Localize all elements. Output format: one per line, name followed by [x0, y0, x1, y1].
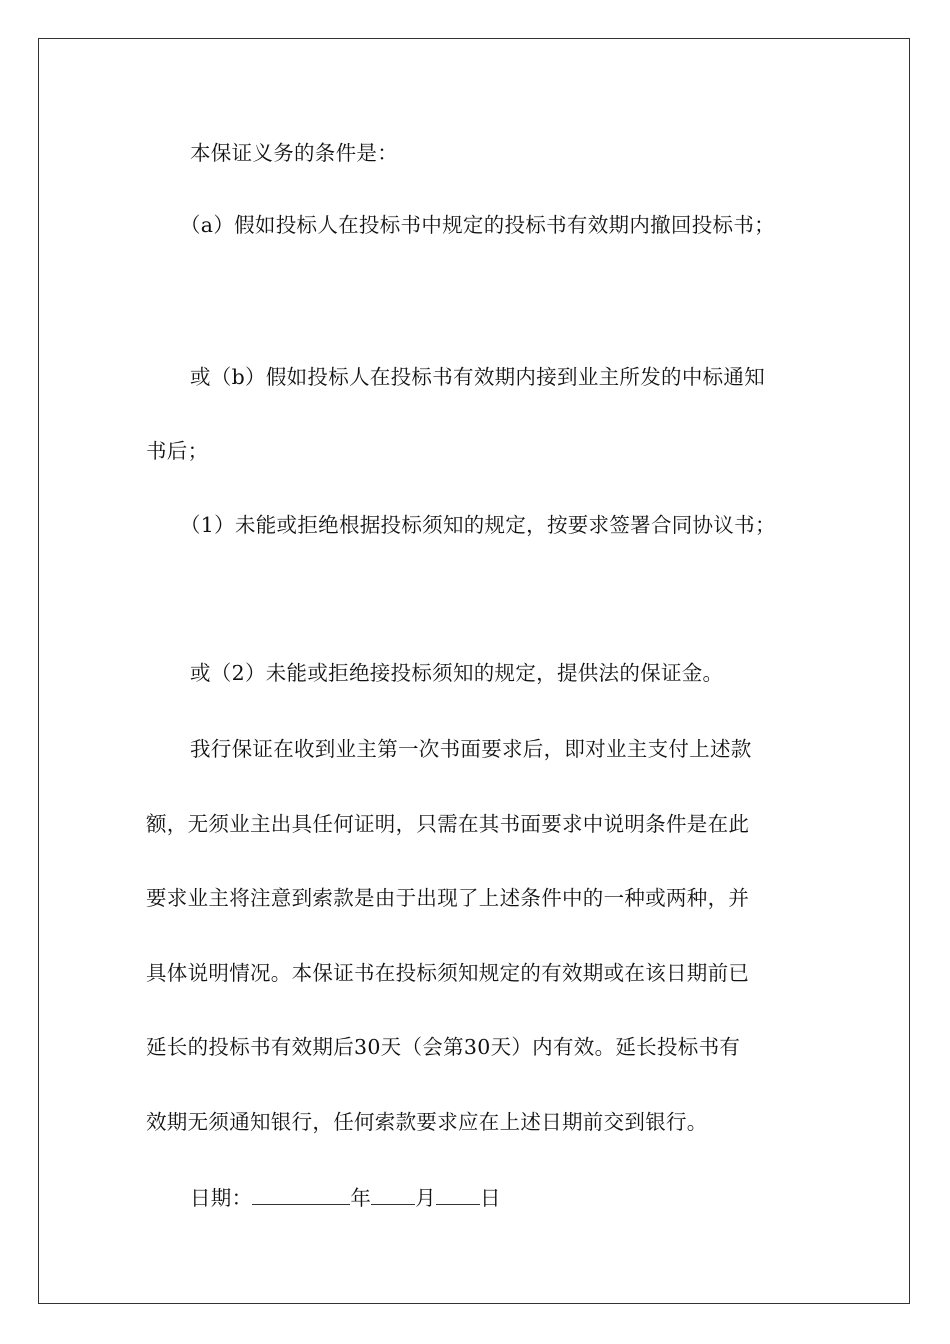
- condition-b-line2: 书后；: [146, 439, 209, 463]
- date-day-blank: [436, 1184, 480, 1205]
- guarantee-paragraph-line2: 额，无须业主出具任何证明，只需在其书面要求中说明条件是在此: [146, 812, 750, 836]
- date-month-label: 月: [415, 1186, 437, 1210]
- guarantee-paragraph-line4: 具体说明情况。本保证书在投标须知规定的有效期或在该日期前已: [146, 961, 750, 985]
- date-month-blank: [371, 1184, 415, 1205]
- guarantee-paragraph-line5: 延长的投标书有效期后30天（会第30天）内有效。延长投标书有: [146, 1035, 741, 1059]
- guarantee-paragraph-line1: 我行保证在收到业主第一次书面要求后，即对业主支付上述款: [190, 737, 752, 761]
- condition-1: （1）未能或拒绝根据投标须知的规定，按要求签署合同协议书；: [180, 513, 776, 537]
- condition-2: 或（2）未能或拒绝接投标须知的规定，提供法的保证金。: [190, 661, 724, 685]
- date-day-label: 日: [480, 1186, 501, 1210]
- date-label: 日期：: [190, 1186, 253, 1210]
- date-year-label: 年: [350, 1186, 372, 1210]
- date-year-blank: [252, 1184, 350, 1205]
- date-line: [190, 1184, 501, 1210]
- guarantee-paragraph-line3: 要求业主将注意到索款是由于出现了上述条件中的一种或两种，并: [146, 886, 750, 910]
- conditions-heading: 本保证义务的条件是：: [190, 141, 398, 165]
- condition-a: （a）假如投标人在投标书中规定的投标书有效期内撤回投标书；: [180, 213, 775, 237]
- condition-b-line1: 或（b）假如投标人在投标书有效期内接到业主所发的中标通知: [190, 365, 766, 389]
- guarantee-paragraph-line6: 效期无须通知银行，任何索款要求应在上述日期前交到银行。: [146, 1110, 708, 1134]
